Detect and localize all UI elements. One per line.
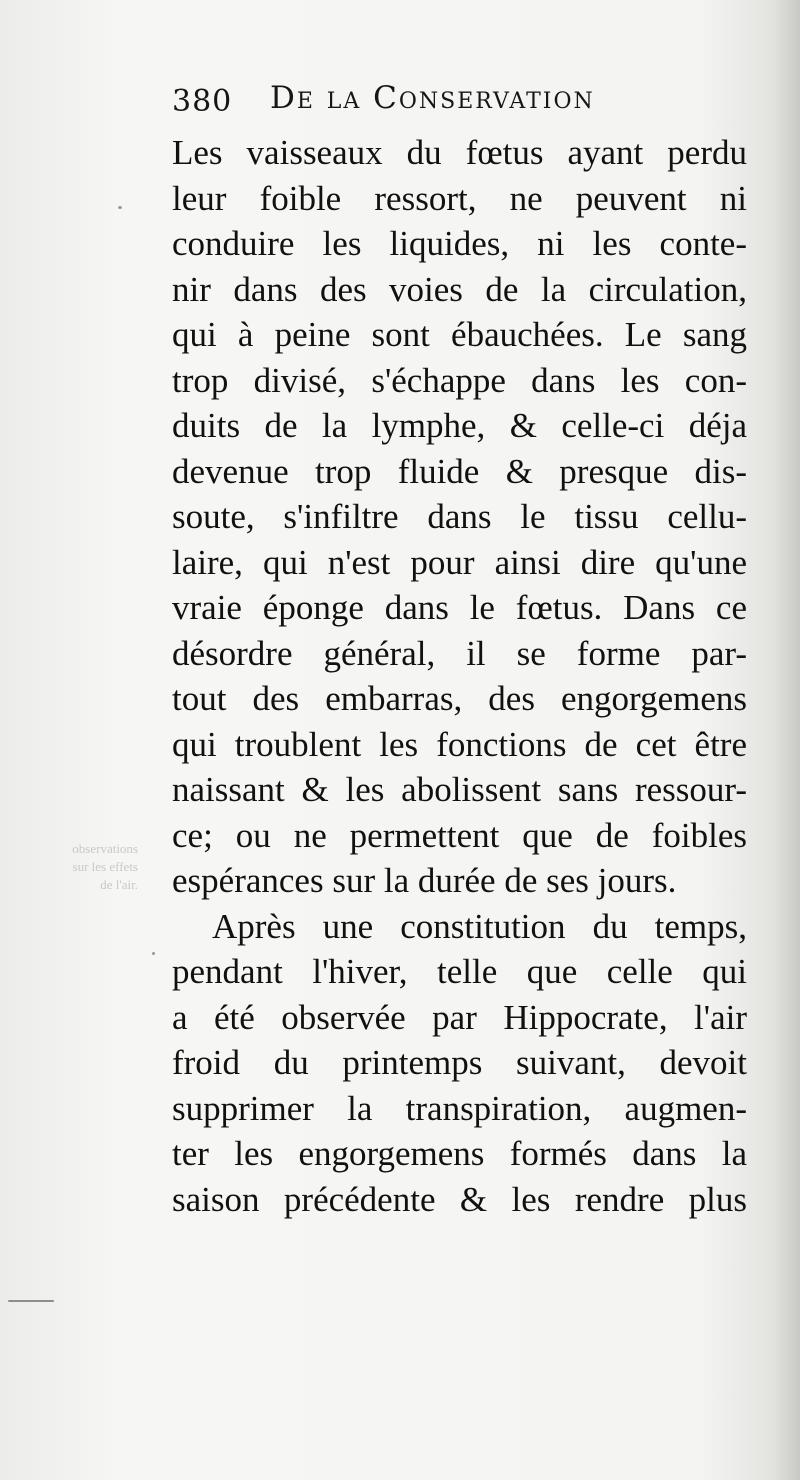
text-line: froid du printemps suivant, devoit [172,1043,747,1082]
paragraph-1 [172,130,747,904]
running-head: De la Conservation [270,80,595,116]
text-line: espérances sur la durée de ses jours. [172,861,677,900]
bleed-through-line: observations [72,841,138,856]
text-line: soute, s'infiltre dans le tissu cellu- [172,497,747,536]
text-line: qui à peine sont ébauchées. Le sang [172,315,747,354]
bleed-through-line: de l'air. [100,877,138,892]
text-line: conduire les liquides, ni les conte- [172,224,747,263]
paper-speck [152,952,155,955]
page-number: 380 [172,84,233,119]
text-line: ce; ou ne permettent que de foibles [172,815,747,855]
text-line: vraie éponge dans le fœtus. Dans ce [172,588,747,627]
text-line: devenue trop fluide & presque dis- [172,451,747,491]
text-line: duits de la lymphe, & celle-ci déja [172,406,747,445]
text-line: pendant l'hiver, telle que celle qui [172,952,747,991]
text-line: supprimer la transpiration, augmen- [172,1088,747,1128]
text-line: saison précédente & les rendre plus [172,1179,747,1219]
text-line: trop divisé, s'échappe dans les con- [172,360,747,400]
text-line: Après une constitution du temps, [212,906,747,946]
text-line: naissant & les abolissent sans ressour- [172,770,747,809]
text-line: nir dans des voies de la circulation, [172,269,747,309]
text-line: Les vaisseaux du fœtus ayant perdu [172,133,747,172]
text-line: désordre général, il se forme par- [172,633,747,673]
text-line: tout des embarras, des engorgemens [172,679,747,718]
text-line: ter les engorgemens formés dans la [172,1134,747,1173]
paragraph-2 [172,904,747,1223]
paper-speck [8,1300,54,1302]
body-text [172,130,747,1222]
text-line: a été observée par Hippocrate, l'air [172,997,747,1037]
bleed-through-line: sur les effets [72,859,138,874]
text-line: leur foible ressort, ne peuvent ni [172,178,747,218]
binding-edge-shadow [774,0,800,1480]
paper-speck [118,206,122,209]
bleed-through-margin-note [28,840,138,894]
page-header [172,80,732,132]
text-line: laire, qui n'est pour ainsi dire qu'une [172,542,747,582]
text-line: qui troublent les fonctions de cet être [172,724,747,764]
